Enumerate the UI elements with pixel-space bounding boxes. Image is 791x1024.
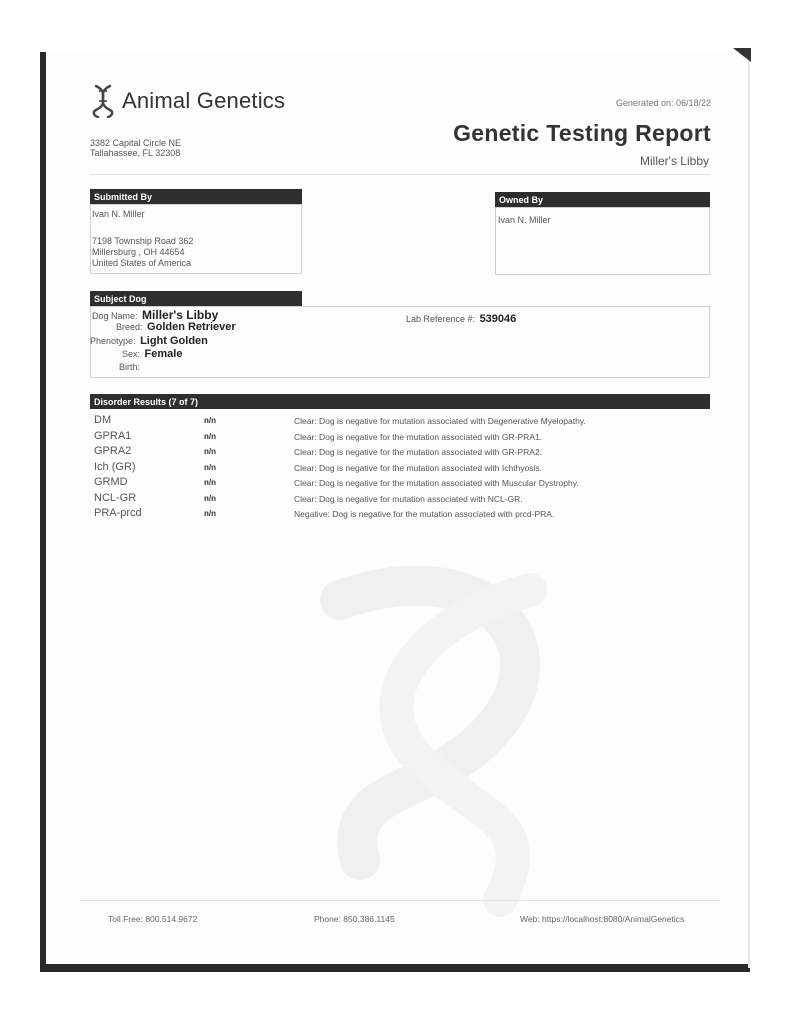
breed-field [116,321,236,333]
disorder-genotype: n/n [204,462,216,472]
header-divider [90,174,710,175]
footer-phone: Phone: 850.386.1145 [314,914,395,924]
generated-date: Generated on: 06/18/22 [615,98,711,108]
report-dog-name: Miller's Libby [640,154,709,168]
company-address-line1: 3382 Capital Circle NE [90,138,182,148]
company-address-line2: Tallahassee, FL 32308 [90,148,181,158]
scan-edge-bottom [40,964,750,972]
disorder-code: GPRA1 [94,429,132,442]
phenotype-label: Phenotype: [90,336,136,346]
disorder-genotype: n/n [204,509,216,518]
table-row [94,492,710,508]
disorder-genotype: n/n [204,493,216,503]
disorder-description: Negative: Dog is negative for the mutation associated with prcd-PRA. [294,509,555,519]
table-row [94,461,710,477]
footer-web-link[interactable]: Web: https://localhost:8080/AnimalGenetics [520,914,685,924]
disorder-description: Clear: Dog is negative for the mutation associated with GR-PRA1. [294,431,543,442]
dog-name-value: Miller's Libby [142,308,219,322]
table-row [94,507,710,523]
submitter-address-line1: 7198 Township Road 362 [92,236,194,246]
table-row [94,430,710,446]
disorder-genotype: n/n [204,447,216,456]
submitter-name: Ivan N. Miller [92,209,145,219]
dna-helix-icon [90,84,116,118]
disorder-code: Ich (GR) [94,460,136,473]
sex-field [122,348,182,360]
disorder-code: GRMD [94,476,128,488]
scan-edge-right [748,58,750,968]
disorder-genotype: n/n [204,478,216,487]
disorder-results-heading: Disorder Results (7 of 7) [90,394,710,409]
company-name: Animal Genetics [122,88,286,113]
submitter-address-line2: Millersburg , OH 44654 [92,247,185,257]
disorder-description: Clear: Dog is negative for mutation associated with Degenerative Myelopathy. [294,416,586,426]
sex-label: Sex: [122,349,141,359]
disorder-description: Clear: Dog is negative for the mutation associated with GR-PRA2. [294,447,543,457]
breed-value: Golden Retriever [147,321,236,333]
report-title: Genetic Testing Report [453,120,711,146]
disorder-description: Clear: Dog is negative for the mutation associated with Muscular Dystrophy. [294,478,579,488]
table-row [94,445,710,461]
footer-toll-free: Toll Free: 800.514.9672 [108,914,198,924]
disorder-genotype: n/n [204,431,216,441]
disorder-code: PRA-prcd [94,507,142,519]
sex-value: Female [144,348,183,360]
lab-reference-label: Lab Reference #: [406,314,476,324]
phenotype-value: Light Golden [140,335,208,347]
dog-name-label: Dog Name: [92,311,138,321]
lab-reference [406,313,516,325]
dog-name-field [92,308,218,322]
company-address [90,138,181,158]
phenotype-field [90,335,208,347]
disorder-description: Clear: Dog is negative for mutation associated with NCL-GR. [294,493,523,504]
owned-by-heading: Owned By [495,192,710,207]
dna-watermark [300,560,600,920]
scan-corner [733,48,751,62]
birth-field [119,362,140,372]
table-row [94,476,710,492]
table-row [94,414,710,430]
footer-divider [80,900,720,901]
disorder-description: Clear: Dog is negative for the mutation associated with Ichthyosis. [294,462,543,473]
scan-edge-left [40,52,46,970]
disorder-code: GPRA2 [94,445,132,457]
disorder-genotype: n/n [204,416,216,425]
disorder-code: NCL-GR [94,491,137,504]
breed-label: Breed: [116,322,143,332]
owner-name: Ivan N. Miller [498,215,551,225]
submitter-address-line3: United States of America [92,258,192,268]
birth-label: Birth: [119,362,141,372]
disorder-results-table [94,414,710,523]
lab-reference-value: 539046 [479,313,517,325]
submitter-address [92,236,193,269]
disorder-code: DM [94,414,112,426]
subject-dog-heading: Subject Dog [90,291,302,306]
submitted-by-heading: Submitted By [90,189,302,204]
